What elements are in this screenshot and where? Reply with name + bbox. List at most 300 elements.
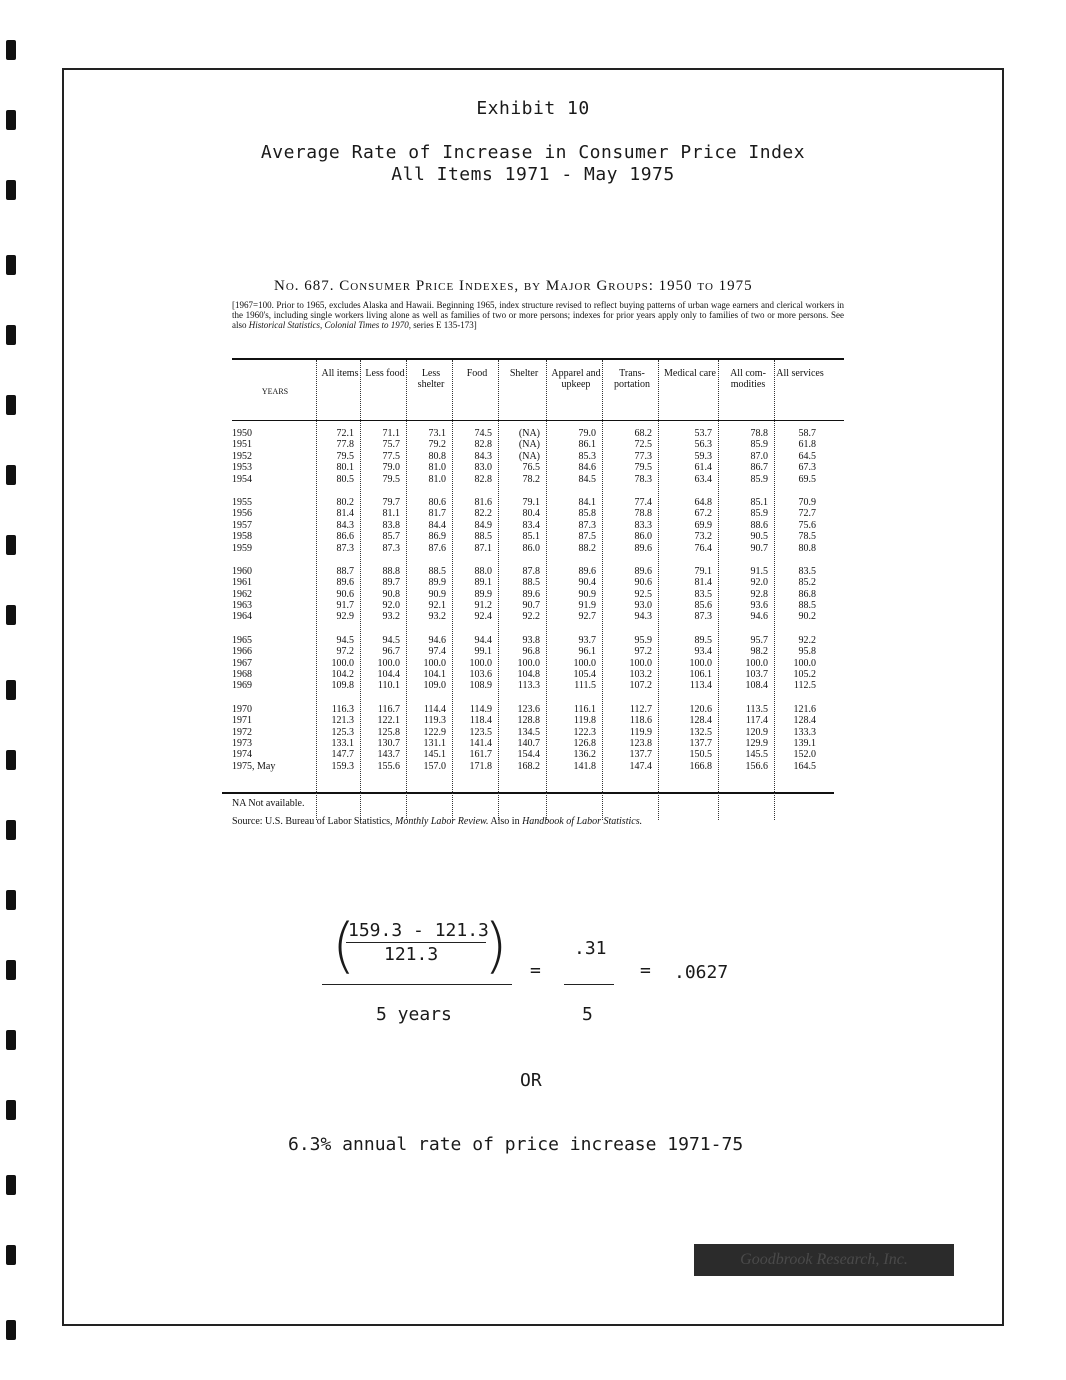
- mid-fraction-line: [564, 984, 614, 985]
- value-cell: 89.6: [522, 588, 540, 600]
- table-row: [232, 680, 824, 691]
- table-top-rule: [232, 358, 844, 360]
- value-cell: 145.5: [745, 749, 768, 761]
- year-cell: 1954: [232, 473, 252, 485]
- value-cell: 79.0: [578, 428, 596, 439]
- value-cell: 117.4: [745, 715, 768, 727]
- conclusion: 6.3% annual rate of price increase 1971-75: [288, 1134, 744, 1155]
- value-cell: 73.2: [694, 531, 712, 543]
- value-cell: 92.4: [474, 611, 492, 623]
- value-cell: 81.0: [428, 473, 446, 485]
- column-header: All services: [776, 368, 824, 379]
- value-cell: 121.3: [331, 715, 354, 727]
- value-cell: 168.2: [517, 760, 540, 772]
- table-row: [232, 566, 824, 577]
- value-cell: 114.4: [423, 703, 446, 715]
- value-cell: 89.7: [382, 577, 400, 589]
- value-cell: 80.1: [336, 462, 354, 474]
- value-cell: 113.5: [745, 703, 768, 715]
- value-cell: 154.4: [517, 749, 540, 761]
- punch-mark: [6, 325, 16, 345]
- value-cell: 80.4: [522, 508, 540, 520]
- table-body: [232, 428, 824, 784]
- value-cell: 84.5: [578, 473, 596, 485]
- table-row: [232, 635, 824, 646]
- value-cell: 88.5: [522, 577, 540, 589]
- value-cell: 80.8: [428, 450, 446, 462]
- value-cell: 95.8: [798, 646, 816, 658]
- year-cell: 1967: [232, 657, 252, 669]
- value-cell: 143.7: [377, 749, 400, 761]
- value-cell: 113.3: [517, 680, 540, 692]
- value-cell: 87.3: [382, 542, 400, 554]
- value-cell: 93.0: [634, 600, 652, 612]
- value-cell: 83.4: [522, 519, 540, 531]
- value-cell: 90.5: [750, 531, 768, 543]
- table-note-text: [1967=100. Prior to 1965, excludes Alaska and Hawaii. Beginning 1965, index structure revised to reflect buying patterns of urban wage earners and clerical workers in the 1960's, including single workers living alone as well as families of two or more persons; indexes for prior years apply only to families of two or more persons. See also: [232, 300, 844, 330]
- year-group: [232, 428, 824, 485]
- value-cell: 89.6: [634, 542, 652, 554]
- table-row: [232, 669, 824, 680]
- value-cell: 83.5: [798, 565, 816, 577]
- year-cell: 1964: [232, 611, 252, 623]
- value-cell: 93.7: [578, 634, 596, 646]
- table-row: [232, 600, 824, 611]
- value-cell: 74.5: [474, 428, 492, 439]
- left-paren: (: [332, 911, 356, 981]
- value-cell: 104.2: [331, 669, 354, 681]
- value-cell: 89.6: [578, 565, 596, 577]
- value-cell: 88.0: [474, 565, 492, 577]
- result-value: .0627: [674, 962, 729, 983]
- value-cell: 92.1: [428, 600, 446, 612]
- value-cell: 122.9: [423, 726, 446, 738]
- value-cell: 114.9: [469, 703, 492, 715]
- value-cell: 112.7: [629, 703, 652, 715]
- page-frame: [62, 68, 1004, 1326]
- value-cell: 82.2: [474, 508, 492, 520]
- value-cell: (NA): [518, 450, 540, 462]
- value-cell: 97.2: [336, 646, 354, 658]
- value-cell: 81.6: [474, 496, 492, 508]
- value-cell: 88.6: [750, 519, 768, 531]
- value-cell: 90.8: [382, 588, 400, 600]
- table-row: [232, 589, 824, 600]
- value-cell: 128.8: [517, 715, 540, 727]
- year-cell: 1950: [232, 428, 252, 439]
- value-cell: 94.5: [336, 634, 354, 646]
- value-cell: 164.5: [793, 760, 816, 772]
- value-cell: 125.3: [331, 726, 354, 738]
- value-cell: 79.2: [428, 439, 446, 451]
- table-row: [232, 439, 824, 450]
- value-cell: 90.7: [750, 542, 768, 554]
- table-row: [232, 646, 824, 657]
- column-header: Shelter: [509, 368, 539, 379]
- source-publication: Monthly Labor Review.: [395, 816, 489, 827]
- value-cell: 94.6: [750, 611, 768, 623]
- table-row: [232, 543, 824, 554]
- page-title: Average Rate of Increase in Consumer Price Index: [260, 142, 806, 163]
- value-cell: 129.9: [745, 737, 768, 749]
- value-cell: 98.2: [750, 646, 768, 658]
- value-cell: 87.3: [578, 519, 596, 531]
- value-cell: 137.7: [689, 737, 712, 749]
- value-cell: 86.0: [522, 542, 540, 554]
- value-cell: 92.0: [750, 577, 768, 589]
- year-cell: 1973: [232, 737, 252, 749]
- value-cell: 136.2: [573, 749, 596, 761]
- table-row: [232, 658, 824, 669]
- value-cell: 53.7: [694, 428, 712, 439]
- source-handbook: Handbook of Labor Statistics.: [522, 816, 643, 827]
- value-cell: 88.5: [474, 531, 492, 543]
- value-cell: 73.1: [428, 428, 446, 439]
- value-cell: 67.2: [694, 508, 712, 520]
- value-cell: 82.8: [474, 439, 492, 451]
- value-cell: 85.2: [798, 577, 816, 589]
- value-cell: 85.9: [750, 508, 768, 520]
- value-cell: 104.8: [517, 669, 540, 681]
- punch-mark: [6, 1100, 16, 1120]
- value-cell: 91.7: [336, 600, 354, 612]
- value-cell: 64.8: [694, 496, 712, 508]
- column-header: Less food: [365, 368, 405, 379]
- value-cell: 78.3: [634, 473, 652, 485]
- year-cell: 1955: [232, 496, 252, 508]
- year-cell: 1951: [232, 439, 252, 451]
- inner-fraction-line: [346, 942, 486, 943]
- value-cell: 92.9: [336, 611, 354, 623]
- value-cell: 100.0: [423, 657, 446, 669]
- numerator-top: 159.3 - 121.3: [348, 920, 489, 941]
- column-header: Trans-portation: [613, 368, 651, 390]
- or-label: OR: [520, 1070, 542, 1091]
- value-cell: 137.7: [629, 749, 652, 761]
- value-cell: 96.1: [578, 646, 596, 658]
- year-group: [232, 635, 824, 692]
- table-row: [232, 761, 824, 772]
- value-cell: 104.4: [377, 669, 400, 681]
- table-title: No. 687. Consumer Price Indexes, by Major Groups: 1950 to 1975: [274, 278, 753, 294]
- year-cell: 1957: [232, 519, 252, 531]
- punch-mark: [6, 960, 16, 980]
- value-cell: 85.1: [750, 496, 768, 508]
- table-row: [232, 520, 824, 531]
- value-cell: 94.3: [634, 611, 652, 623]
- value-cell: 131.1: [423, 737, 446, 749]
- value-cell: 92.8: [750, 588, 768, 600]
- value-cell: 77.3: [634, 450, 652, 462]
- value-cell: 116.7: [377, 703, 400, 715]
- value-cell: 100.0: [793, 657, 816, 669]
- value-cell: 103.2: [629, 669, 652, 681]
- value-cell: 69.5: [798, 473, 816, 485]
- value-cell: 77.4: [634, 496, 652, 508]
- value-cell: 94.5: [382, 634, 400, 646]
- value-cell: 72.5: [634, 439, 652, 451]
- value-cell: (NA): [518, 439, 540, 451]
- value-cell: 100.0: [377, 657, 400, 669]
- value-cell: 81.0: [428, 462, 446, 474]
- value-cell: 123.6: [517, 703, 540, 715]
- punch-mark: [6, 255, 16, 275]
- column-header: Food: [466, 368, 488, 379]
- value-cell: 78.2: [522, 473, 540, 485]
- value-cell: 79.1: [522, 496, 540, 508]
- value-cell: 78.8: [634, 508, 652, 520]
- exhibit-label: Exhibit 10: [476, 98, 590, 119]
- value-cell: 132.5: [689, 726, 712, 738]
- year-cell: 1956: [232, 508, 252, 520]
- value-cell: 88.7: [336, 565, 354, 577]
- value-cell: 96.7: [382, 646, 400, 658]
- year-cell: 1961: [232, 577, 252, 589]
- value-cell: 64.5: [798, 450, 816, 462]
- value-cell: 118.6: [629, 715, 652, 727]
- value-cell: 84.3: [336, 519, 354, 531]
- punch-mark: [6, 605, 16, 625]
- punch-mark: [6, 110, 16, 130]
- value-cell: 77.5: [382, 450, 400, 462]
- value-cell: 128.4: [793, 715, 816, 727]
- value-cell: 77.8: [336, 439, 354, 451]
- value-cell: 89.9: [474, 588, 492, 600]
- punch-mark: [6, 750, 16, 770]
- value-cell: 103.7: [745, 669, 768, 681]
- value-cell: 90.9: [428, 588, 446, 600]
- value-cell: 79.0: [382, 462, 400, 474]
- value-cell: 87.8: [522, 565, 540, 577]
- value-cell: 86.7: [750, 462, 768, 474]
- value-cell: 120.6: [689, 703, 712, 715]
- value-cell: 87.0: [750, 450, 768, 462]
- value-cell: 88.5: [428, 565, 446, 577]
- table-row: [232, 727, 824, 738]
- year-cell: 1974: [232, 749, 252, 761]
- value-cell: 75.6: [798, 519, 816, 531]
- value-cell: 152.0: [793, 749, 816, 761]
- value-cell: 85.1: [522, 531, 540, 543]
- na-note: NA Not available.: [232, 798, 305, 809]
- table-row: [232, 577, 824, 588]
- value-cell: 87.3: [694, 611, 712, 623]
- source-note: [232, 816, 642, 827]
- value-cell: 105.4: [573, 669, 596, 681]
- punch-mark: [6, 680, 16, 700]
- table-row: [232, 508, 824, 519]
- year-cell: 1968: [232, 669, 252, 681]
- punch-mark: [6, 820, 16, 840]
- value-cell: 85.6: [694, 600, 712, 612]
- value-cell: 111.5: [574, 680, 596, 692]
- value-cell: 89.6: [336, 577, 354, 589]
- value-cell: 83.8: [382, 519, 400, 531]
- value-cell: 122.3: [573, 726, 596, 738]
- value-cell: 89.9: [428, 577, 446, 589]
- value-cell: 80.8: [798, 542, 816, 554]
- value-cell: 85.3: [578, 450, 596, 462]
- value-cell: 93.4: [694, 646, 712, 658]
- value-cell: 70.9: [798, 496, 816, 508]
- value-cell: 130.7: [377, 737, 400, 749]
- page-subtitle: All Items 1971 - May 1975: [391, 164, 675, 185]
- table-note-ref: Historical Statistics, Colonial Times to 1970,: [248, 320, 412, 330]
- value-cell: 109.8: [331, 680, 354, 692]
- value-cell: 123.5: [469, 726, 492, 738]
- value-cell: 119.8: [573, 715, 596, 727]
- year-cell: 1966: [232, 646, 252, 658]
- value-cell: 93.2: [382, 611, 400, 623]
- value-cell: 100.0: [573, 657, 596, 669]
- value-cell: 116.1: [573, 703, 596, 715]
- column-header: All com-modities: [730, 368, 766, 390]
- value-cell: 81.4: [694, 577, 712, 589]
- value-cell: 92.2: [522, 611, 540, 623]
- punch-mark: [6, 890, 16, 910]
- value-cell: 107.2: [629, 680, 652, 692]
- value-cell: 84.4: [428, 519, 446, 531]
- value-cell: 89.6: [634, 565, 652, 577]
- value-cell: 90.6: [634, 577, 652, 589]
- value-cell: 161.7: [469, 749, 492, 761]
- value-cell: 90.7: [522, 600, 540, 612]
- value-cell: 83.5: [694, 588, 712, 600]
- year-cell: 1970: [232, 703, 252, 715]
- value-cell: 75.7: [382, 439, 400, 451]
- table-row: [232, 704, 824, 715]
- value-cell: 84.6: [578, 462, 596, 474]
- value-cell: 83.0: [474, 462, 492, 474]
- value-cell: 92.2: [798, 634, 816, 646]
- value-cell: 81.4: [336, 508, 354, 520]
- value-cell: 92.5: [634, 588, 652, 600]
- value-cell: 145.1: [423, 749, 446, 761]
- punch-mark: [6, 395, 16, 415]
- value-cell: 88.5: [798, 600, 816, 612]
- year-cell: 1963: [232, 600, 252, 612]
- value-cell: 93.6: [750, 600, 768, 612]
- value-cell: 95.7: [750, 634, 768, 646]
- value-cell: 80.6: [428, 496, 446, 508]
- value-cell: 79.1: [694, 565, 712, 577]
- value-cell: 141.8: [573, 760, 596, 772]
- table-row: [232, 497, 824, 508]
- value-cell: 113.4: [689, 680, 712, 692]
- value-cell: 86.8: [798, 588, 816, 600]
- value-cell: 108.9: [469, 680, 492, 692]
- value-cell: 80.2: [336, 496, 354, 508]
- value-cell: 139.1: [793, 737, 816, 749]
- value-cell: 78.5: [798, 531, 816, 543]
- value-cell: 171.8: [469, 760, 492, 772]
- value-cell: 80.5: [336, 473, 354, 485]
- table-row: [232, 738, 824, 749]
- value-cell: 87.1: [474, 542, 492, 554]
- mid-denominator: 5: [582, 1004, 593, 1025]
- value-cell: 71.1: [382, 428, 400, 439]
- value-cell: 83.3: [634, 519, 652, 531]
- value-cell: 81.7: [428, 508, 446, 520]
- value-cell: 104.1: [423, 669, 446, 681]
- year-cell: 1965: [232, 634, 252, 646]
- value-cell: 133.1: [331, 737, 354, 749]
- mid-numerator: .31: [574, 938, 607, 959]
- value-cell: 79.5: [634, 462, 652, 474]
- value-cell: 119.3: [423, 715, 446, 727]
- cpi-table-clipping: [204, 260, 844, 827]
- value-cell: 97.2: [634, 646, 652, 658]
- value-cell: 86.0: [634, 531, 652, 543]
- value-cell: 134.5: [517, 726, 540, 738]
- value-cell: 118.4: [469, 715, 492, 727]
- value-cell: 125.8: [377, 726, 400, 738]
- value-cell: 86.6: [336, 531, 354, 543]
- value-cell: 91.9: [578, 600, 596, 612]
- value-cell: 100.0: [331, 657, 354, 669]
- value-cell: 159.3: [331, 760, 354, 772]
- punch-mark: [6, 465, 16, 485]
- value-cell: 87.5: [578, 531, 596, 543]
- value-cell: 126.8: [573, 737, 596, 749]
- value-cell: 85.9: [750, 439, 768, 451]
- punch-mark: [6, 1245, 16, 1265]
- table-header-rule: [232, 420, 844, 421]
- value-cell: 93.8: [522, 634, 540, 646]
- value-cell: 90.2: [798, 611, 816, 623]
- value-cell: 105.2: [793, 669, 816, 681]
- value-cell: 112.5: [793, 680, 816, 692]
- value-cell: 150.5: [689, 749, 712, 761]
- value-cell: 109.0: [423, 680, 446, 692]
- value-cell: 58.7: [798, 428, 816, 439]
- value-cell: 90.9: [578, 588, 596, 600]
- table-row: [232, 611, 824, 622]
- value-cell: 147.4: [629, 760, 652, 772]
- value-cell: 56.3: [694, 439, 712, 451]
- value-cell: 86.9: [428, 531, 446, 543]
- year-cell: 1975, May: [232, 760, 276, 772]
- value-cell: 100.0: [517, 657, 540, 669]
- value-cell: 89.5: [694, 634, 712, 646]
- punch-mark: [6, 1175, 16, 1195]
- value-cell: 94.4: [474, 634, 492, 646]
- value-cell: 92.0: [382, 600, 400, 612]
- value-cell: 100.0: [469, 657, 492, 669]
- year-cell: 1959: [232, 542, 252, 554]
- column-header: Medical care: [664, 368, 716, 379]
- value-cell: 89.1: [474, 577, 492, 589]
- value-cell: 67.3: [798, 462, 816, 474]
- value-cell: 85.8: [578, 508, 596, 520]
- value-cell: 63.4: [694, 473, 712, 485]
- value-cell: 86.1: [578, 439, 596, 451]
- value-cell: 116.3: [331, 703, 354, 715]
- value-cell: 156.6: [745, 760, 768, 772]
- value-cell: 121.6: [793, 703, 816, 715]
- value-cell: 100.0: [689, 657, 712, 669]
- value-cell: 100.0: [745, 657, 768, 669]
- value-cell: 85.7: [382, 531, 400, 543]
- value-cell: 79.7: [382, 496, 400, 508]
- equals-sign-2: =: [640, 960, 651, 981]
- value-cell: 97.4: [428, 646, 446, 658]
- equals-sign-1: =: [530, 960, 541, 981]
- table-note-series: series E 135-173]: [413, 320, 477, 330]
- year-cell: 1960: [232, 565, 252, 577]
- value-cell: 61.8: [798, 439, 816, 451]
- value-cell: 76.4: [694, 542, 712, 554]
